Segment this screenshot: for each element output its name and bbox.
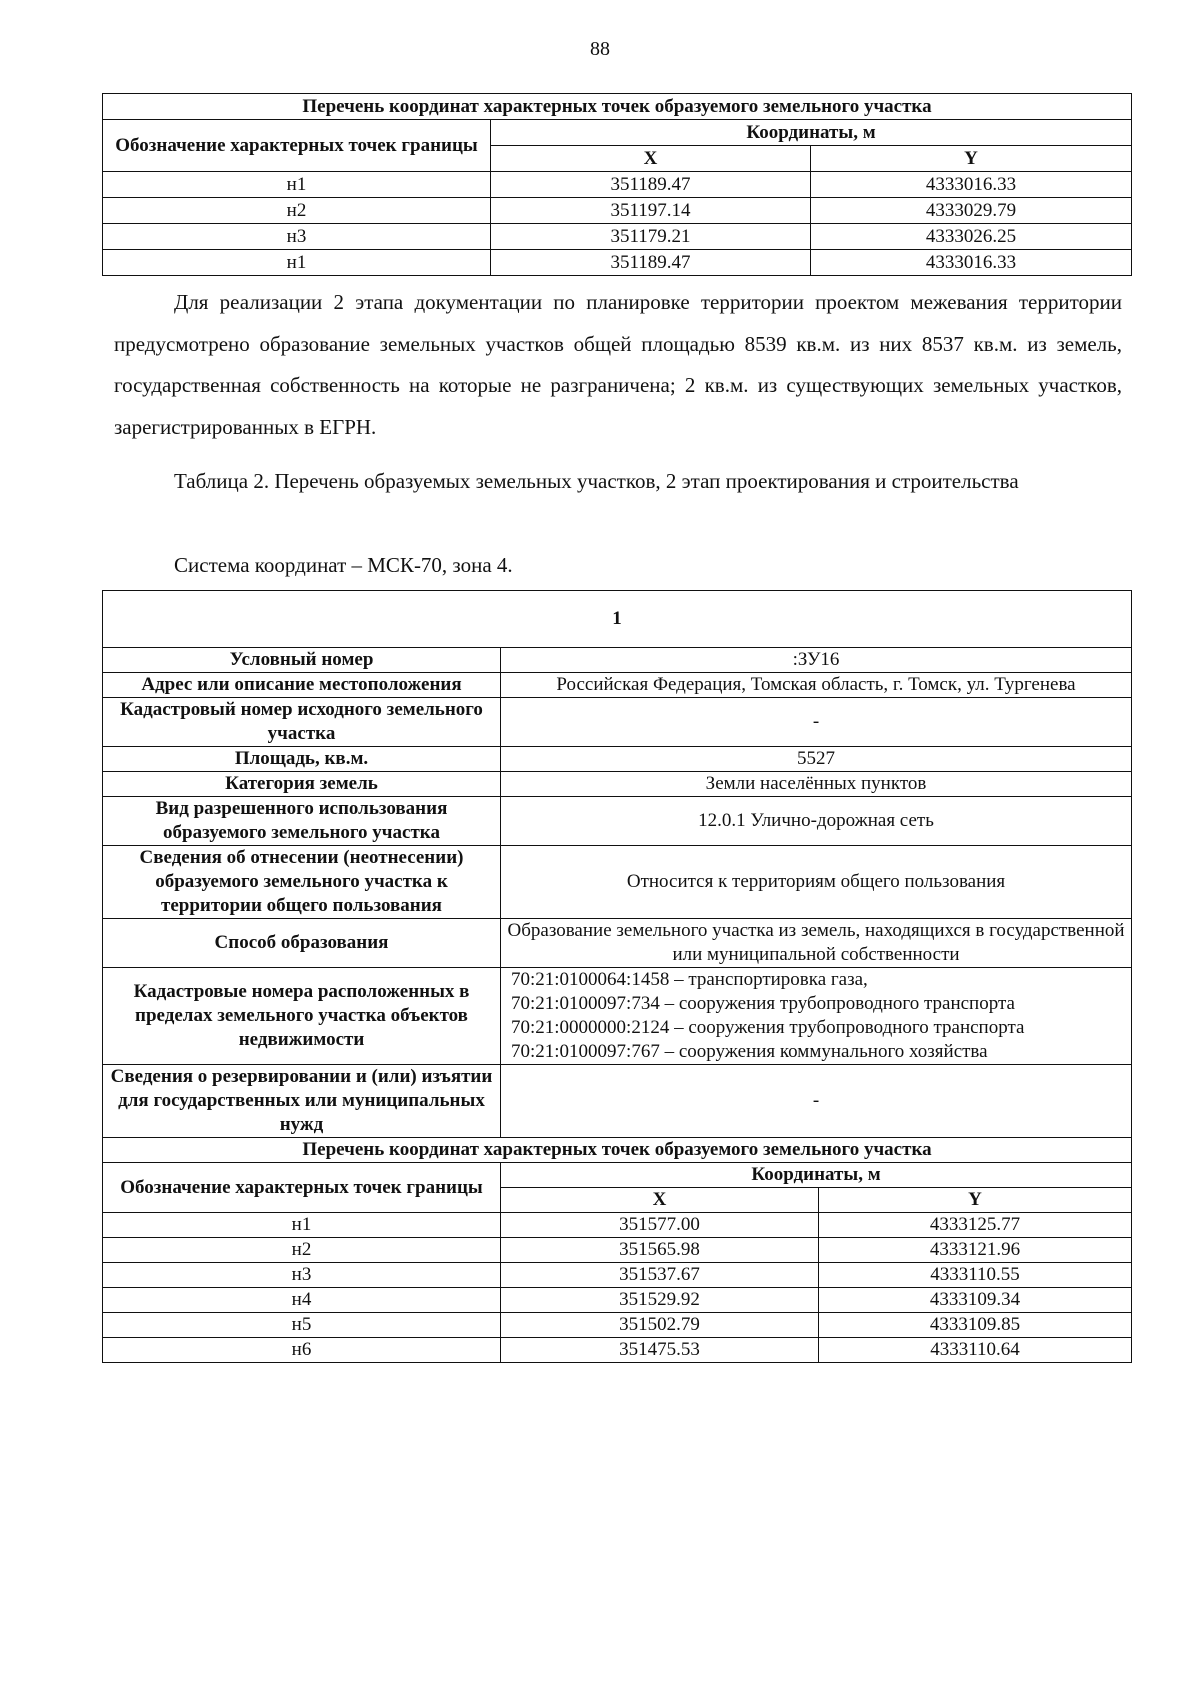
row-value: Земли населённых пунктов — [501, 772, 1132, 797]
table-row — [103, 1338, 1132, 1363]
row-label: Условный номер — [103, 648, 501, 673]
cadastral-item: 70:21:0100097:734 – сооружения трубопроводного транспорта — [511, 993, 1015, 1014]
table-row — [103, 1313, 1132, 1338]
row-label: Сведения о резервировании и (или) изъятии для государственных или муниципальных нужд — [103, 1065, 501, 1138]
point-cell: н3 — [103, 224, 491, 250]
point-cell: н3 — [103, 1263, 501, 1288]
row-value: Российская Федерация, Томская область, г. Томск, ул. Тургенева — [501, 673, 1132, 698]
table-title: Перечень координат характерных точек образуемого земельного участка — [103, 94, 1132, 120]
x-cell: 351577.00 — [501, 1213, 819, 1238]
table-row — [103, 698, 1132, 747]
table-row — [103, 772, 1132, 797]
col-header-coords: Координаты, м — [491, 120, 1132, 146]
y-cell: 4333109.34 — [819, 1288, 1132, 1313]
table-row — [103, 919, 1132, 968]
x-cell: 351197.14 — [491, 198, 811, 224]
table-row — [103, 250, 1132, 276]
table-row — [103, 172, 1132, 198]
x-cell: 351537.67 — [501, 1263, 819, 1288]
table-row — [103, 797, 1132, 846]
land-plot-table — [102, 590, 1132, 1363]
row-label: Вид разрешенного использования образуемого земельного участка — [103, 797, 501, 846]
cadastral-item: 70:21:0000000:2124 – сооружения трубопроводного транспорта — [511, 1017, 1025, 1038]
x-cell: 351179.21 — [491, 224, 811, 250]
table-row — [103, 198, 1132, 224]
row-value: Относится к территориям общего пользования — [501, 846, 1132, 919]
table-row — [103, 673, 1132, 698]
x-cell: 351475.53 — [501, 1338, 819, 1363]
table-row — [103, 1213, 1132, 1238]
coordinates-table-1 — [102, 93, 1132, 276]
col-header-x: X — [491, 146, 811, 172]
x-cell: 351189.47 — [491, 250, 811, 276]
row-value: 5527 — [501, 747, 1132, 772]
row-value: - — [501, 698, 1132, 747]
row-value: 12.0.1 Улично-дорожная сеть — [501, 797, 1132, 846]
paragraph-coordinate-system: Система координат – МСК-70, зона 4. — [174, 553, 513, 577]
cadastral-list — [501, 968, 1132, 1065]
row-label: Кадастровые номера расположенных в пределах земельного участка объектов недвижимости — [103, 968, 501, 1065]
cadastral-item: 70:21:0100097:767 – сооружения коммунального хозяйства — [511, 1041, 988, 1062]
table-row — [103, 1238, 1132, 1263]
y-cell: 4333109.85 — [819, 1313, 1132, 1338]
point-cell: н4 — [103, 1288, 501, 1313]
row-label: Кадастровый номер исходного земельного участка — [103, 698, 501, 747]
y-cell: 4333125.77 — [819, 1213, 1132, 1238]
row-label: Адрес или описание местоположения — [103, 673, 501, 698]
col-header-point: Обозначение характерных точек границы — [103, 1163, 501, 1213]
row-value: :ЗУ16 — [501, 648, 1132, 673]
table-row — [103, 1263, 1132, 1288]
y-cell: 4333110.64 — [819, 1338, 1132, 1363]
col-header-coords: Координаты, м — [501, 1163, 1132, 1188]
row-label: Способ образования — [103, 919, 501, 968]
point-cell: н5 — [103, 1313, 501, 1338]
table-row — [103, 747, 1132, 772]
y-cell: 4333026.25 — [811, 224, 1132, 250]
point-cell: н2 — [103, 1238, 501, 1263]
row-value: Образование земельного участка из земель, находящихся в государственной или муниципальной собственности — [501, 919, 1132, 968]
col-header-y: Y — [819, 1188, 1132, 1213]
coords-title: Перечень координат характерных точек образуемого земельного участка — [103, 1138, 1132, 1163]
row-value: - — [501, 1065, 1132, 1138]
y-cell: 4333110.55 — [819, 1263, 1132, 1288]
y-cell: 4333016.33 — [811, 172, 1132, 198]
table-row — [103, 968, 1132, 1065]
paragraph-table-caption: Таблица 2. Перечень образуемых земельных участков, 2 этап проектирования и строительства — [174, 469, 1019, 493]
col-header-point: Обозначение характерных точек границы — [103, 120, 491, 172]
y-cell: 4333029.79 — [811, 198, 1132, 224]
point-cell: н1 — [103, 172, 491, 198]
point-cell: н2 — [103, 198, 491, 224]
point-cell: н1 — [103, 250, 491, 276]
row-label: Категория земель — [103, 772, 501, 797]
paragraph-stage2-description: Для реализации 2 этапа документации по планировке территории проектом межевания территории предусмотрено образование земельных участков общей площадью 8539 кв.м. из них 8537 кв.м. из земель, государственная собственность на которые не разграничена; 2 кв.м. из существующих земельных участков, зарегистрированных в ЕГРН. — [114, 290, 1122, 439]
table-row — [103, 224, 1132, 250]
y-cell: 4333121.96 — [819, 1238, 1132, 1263]
table-row — [103, 846, 1132, 919]
col-header-x: X — [501, 1188, 819, 1213]
x-cell: 351189.47 — [491, 172, 811, 198]
y-cell: 4333016.33 — [811, 250, 1132, 276]
table-row — [103, 648, 1132, 673]
table-row — [103, 1065, 1132, 1138]
x-cell: 351565.98 — [501, 1238, 819, 1263]
row-label: Сведения об отнесении (неотнесении) образуемого земельного участка к территории общего пользования — [103, 846, 501, 919]
x-cell: 351529.92 — [501, 1288, 819, 1313]
cadastral-item: 70:21:0100064:1458 – транспортировка газа, — [511, 969, 868, 990]
plot-number: 1 — [103, 591, 1132, 648]
point-cell: н1 — [103, 1213, 501, 1238]
col-header-y: Y — [811, 146, 1132, 172]
table-row — [103, 1288, 1132, 1313]
page-number: 88 — [590, 38, 610, 60]
point-cell: н6 — [103, 1338, 501, 1363]
row-label: Площадь, кв.м. — [103, 747, 501, 772]
x-cell: 351502.79 — [501, 1313, 819, 1338]
